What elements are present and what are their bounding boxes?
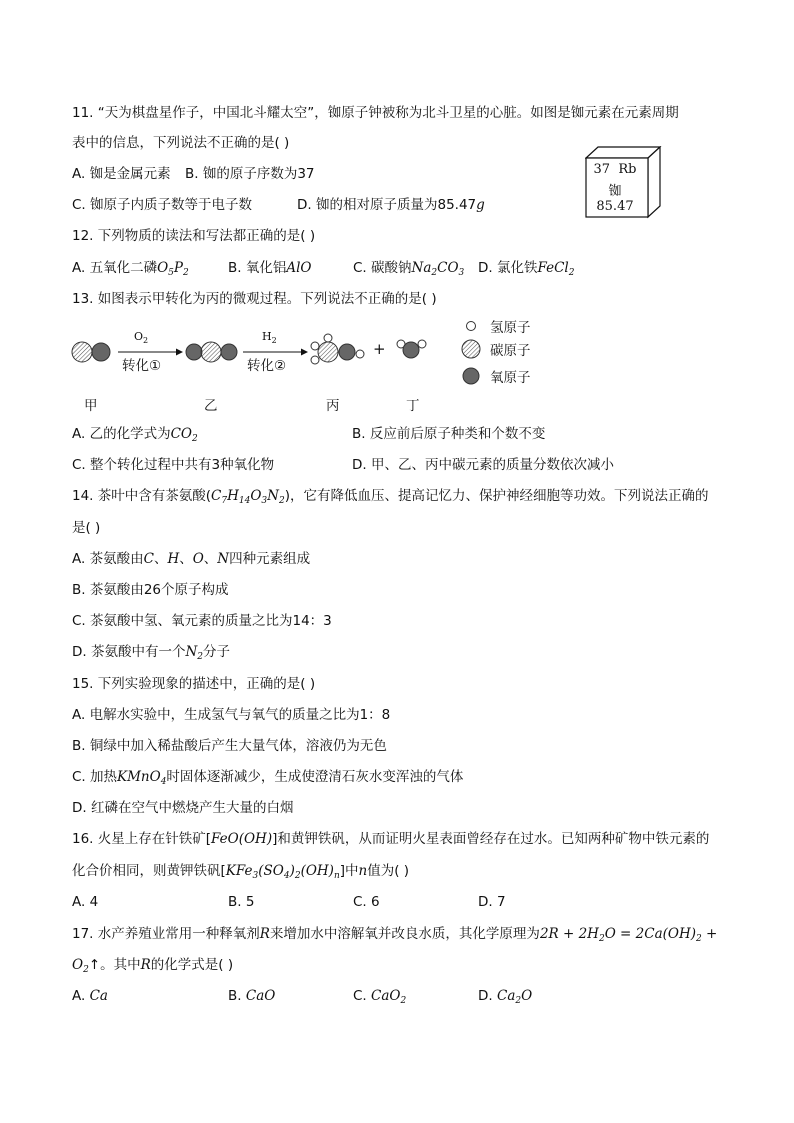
element-card-header bbox=[587, 162, 643, 177]
q17-option-b[interactable] bbox=[228, 986, 275, 1006]
q17-option-a[interactable] bbox=[72, 986, 108, 1006]
arrow-2-label: 转化② bbox=[247, 358, 287, 374]
q14-option-d-suffix: 分子 bbox=[203, 644, 231, 660]
q14-option-d-formula: $N_2$ bbox=[185, 644, 204, 662]
q12-option-b[interactable] bbox=[228, 258, 312, 278]
q14-option-a-text: A. 茶氨酸由 bbox=[72, 551, 144, 567]
q13-stem: 13. 如图表示甲转化为丙的微观过程。下列说法不正确的是( ) bbox=[72, 291, 437, 307]
q17-option-a-text: A. bbox=[72, 988, 86, 1004]
q11-option-a[interactable]: A. 铷是金属元素 bbox=[72, 166, 171, 182]
q14-option-d-text: D. 茶氨酸中有一个 bbox=[72, 644, 186, 660]
q16-formula-goethite: FeO(OH) bbox=[211, 831, 273, 847]
reaction-diagram bbox=[70, 318, 570, 418]
q14-option-a[interactable]: A. 茶氨酸由C、H、O、N四种元素组成 bbox=[72, 551, 311, 567]
arrow-1-label: 转化① bbox=[122, 358, 162, 374]
q14-stem-part-b: )，它有降低血压、提高记忆力、保护神经细胞等功效。下列说法正确的 bbox=[284, 488, 709, 504]
arrow-1-reagent: $O_2$ bbox=[134, 330, 149, 345]
q15-option-a[interactable]: A. 电解水实验中，生成氢气与氧气的质量之比为1：8 bbox=[72, 707, 391, 723]
q12-option-d[interactable] bbox=[478, 258, 574, 283]
q15-option-b[interactable]: B. 铜绿中加入稀盐酸后产生大量气体，溶液仍为无色 bbox=[72, 738, 387, 754]
q16-stem-part-d: ]中 bbox=[339, 863, 359, 879]
q17-stem-line1 bbox=[72, 924, 717, 949]
element-atomic-mass: 85.47 bbox=[596, 199, 634, 214]
q12-option-d-formula-base: FeCl bbox=[537, 260, 569, 276]
legend bbox=[462, 322, 480, 385]
q12-option-a-text: A. 五氧化二磷 bbox=[72, 260, 158, 276]
q17-stem-part-d: 的化学式是( ) bbox=[150, 957, 234, 973]
q14-stem-part-a: 14. 茶叶中含有茶氨酸( bbox=[72, 488, 212, 504]
q16-stem-part-e: 值为( ) bbox=[367, 863, 410, 879]
q11-stem-line2: 表中的信息，下列说法不正确的是( ) bbox=[72, 135, 290, 151]
legend-oxygen-label: 氧原子 bbox=[490, 370, 531, 386]
legend-oxygen-icon bbox=[463, 368, 479, 384]
molecule-yi bbox=[186, 342, 237, 362]
q16-stem-part-b: ]和黄钾铁矾，从而证明火星表面曾经存在过水。已知两种矿物中铁元素的 bbox=[272, 831, 710, 847]
q13-option-a-text: A. 乙的化学式为 bbox=[72, 426, 171, 442]
q17-stem-part-a: 17. 水产养殖业常用一种释氧剂 bbox=[72, 926, 260, 942]
label-bing: 丙 bbox=[326, 398, 340, 414]
q15-option-c-text: C. 加热 bbox=[72, 769, 118, 785]
q14-stem-line2: 是( ) bbox=[72, 520, 101, 536]
q16-stem-part-a: 16. 火星上存在针铁矿[ bbox=[72, 831, 212, 847]
legend-carbon-icon bbox=[462, 340, 480, 358]
q15-option-c-formula: KMnO$_4$ bbox=[117, 769, 167, 787]
label-yi: 乙 bbox=[204, 398, 218, 414]
q16-option-d[interactable]: D. 7 bbox=[478, 894, 506, 910]
q12-option-a-formula: $O_5P_2$ bbox=[157, 260, 189, 278]
q15-option-c-suffix: 时固体逐渐减少，生成使澄清石灰水变浑浊的气体 bbox=[166, 769, 464, 785]
q13-option-b[interactable]: B. 反应前后原子种类和个数不变 bbox=[352, 426, 546, 442]
q17-option-b-text: B. bbox=[228, 988, 242, 1004]
q12-option-a[interactable] bbox=[72, 258, 189, 283]
q12-option-c[interactable] bbox=[353, 258, 464, 283]
q17-option-c-text: C. bbox=[353, 988, 367, 1004]
q12-stem: 12. 下列物质的读法和写法都正确的是( ) bbox=[72, 228, 316, 244]
arrow-2-reagent-symbol: H bbox=[262, 330, 272, 343]
q12-option-b-text: B. 氧化铝 bbox=[228, 260, 287, 276]
q13-option-a-formula: $CO_2$ bbox=[170, 426, 198, 444]
q14-formula: $C_7H_{14}O_3N_2$ bbox=[211, 488, 285, 506]
q17-variable-r: R bbox=[259, 926, 270, 942]
q13-option-a[interactable] bbox=[72, 424, 198, 449]
q14-option-d[interactable] bbox=[72, 642, 230, 667]
q17-equation-left: $2R + 2H_2O = 2Ca(OH)_2$ + bbox=[539, 926, 718, 944]
q16-formula-jarosite: $KFe_3(SO_4)_2(OH)_n$ bbox=[225, 863, 340, 881]
molecule-bing bbox=[311, 334, 364, 364]
q17-variable-r-2: R bbox=[140, 957, 151, 973]
q15-stem: 15. 下列实验现象的描述中，正确的是( ) bbox=[72, 676, 316, 692]
q12-option-c-formula: $Na_2CO_3$ bbox=[411, 260, 465, 278]
q11-stem-line1: 11. “天为棋盘星作子，中国北斗耀太空”，铷原子钟被称为北斗卫星的心脏。如图是铷元素在元素周期 bbox=[72, 105, 679, 121]
q17-option-a-formula: Ca bbox=[89, 988, 108, 1004]
q13-option-d[interactable]: D. 甲、乙、丙中碳元素的质量分数依次减小 bbox=[352, 457, 614, 473]
q11-option-d-text: D. 铷的相对原子质量为85.47 bbox=[297, 197, 477, 213]
molecule-jia bbox=[72, 342, 110, 362]
plus-sign: + bbox=[373, 340, 386, 358]
q12-option-b-formula: AlO bbox=[286, 260, 312, 276]
q16-option-b[interactable]: B. 5 bbox=[228, 894, 255, 910]
arrow-2-reagent: $H_2$ bbox=[262, 330, 277, 345]
legend-hydrogen-label: 氢原子 bbox=[490, 320, 531, 336]
q17-stem-line2: $O_2↑$。其中R的化学式是( ) bbox=[72, 957, 234, 975]
q16-stem-line2 bbox=[72, 861, 409, 886]
q14-option-c[interactable]: C. 茶氨酸中氢、氧元素的质量之比为14：3 bbox=[72, 613, 332, 629]
q16-option-c[interactable]: C. 6 bbox=[353, 894, 380, 910]
q17-option-d-text: D. bbox=[478, 988, 493, 1004]
q16-stem-line1 bbox=[72, 829, 709, 849]
q11-option-b[interactable]: B. 铷的原子序数为37 bbox=[185, 166, 315, 182]
q12-option-d-text: D. 氯化铁 bbox=[478, 260, 538, 276]
q17-option-d-formula: $Ca_2O$ bbox=[496, 988, 533, 1006]
q14-option-a-suffix: 四种元素组成 bbox=[229, 551, 311, 567]
legend-carbon-label: 碳原子 bbox=[490, 343, 531, 359]
element-symbol: Rb bbox=[618, 162, 637, 177]
q12-option-d-formula: FeCl$_2$ bbox=[537, 260, 575, 278]
arrow-1-reagent-symbol: O bbox=[134, 330, 144, 343]
q16-variable-n: n bbox=[358, 863, 368, 879]
element-card-rubidium bbox=[585, 146, 665, 220]
q17-equation-right: $O_2$ bbox=[72, 957, 89, 975]
q16-option-a[interactable]: A. 4 bbox=[72, 894, 99, 910]
legend-hydrogen-icon bbox=[467, 322, 476, 331]
label-ding: 丁 bbox=[406, 398, 420, 414]
q14-option-b[interactable]: B. 茶氨酸由26个原子构成 bbox=[72, 582, 229, 598]
q14-option-a-elements: C bbox=[143, 551, 154, 567]
q16-stem-part-c: 化合价相同，则黄钾铁矾[ bbox=[72, 863, 226, 879]
element-atomic-number: 37 bbox=[593, 162, 611, 177]
q17-option-d[interactable] bbox=[478, 986, 532, 1011]
q17-option-c[interactable] bbox=[353, 986, 406, 1011]
q13-option-c[interactable]: C. 整个转化过程中共有3种氧化物 bbox=[72, 457, 275, 473]
q15-option-d[interactable]: D. 红磷在空气中燃烧产生大量的白烟 bbox=[72, 800, 294, 816]
q11-option-d-unit: g bbox=[476, 197, 485, 213]
label-jia: 甲 bbox=[84, 398, 98, 414]
q17-option-c-formula: CaO$_2$ bbox=[371, 988, 407, 1006]
q12-option-c-text: C. 碳酸钠 bbox=[353, 260, 412, 276]
q14-stem-line1 bbox=[72, 486, 708, 511]
q17-stem-part-b: 来增加水中溶解氧并改良水质，其化学原理为 bbox=[269, 926, 540, 942]
element-name: 铷 bbox=[608, 184, 622, 199]
q17-stem-part-c: 。其中 bbox=[100, 957, 141, 973]
q17-option-b-formula: CaO bbox=[245, 988, 276, 1004]
q11-option-c[interactable]: C. 铷原子内质子数等于电子数 bbox=[72, 197, 253, 213]
q11-option-d[interactable] bbox=[297, 195, 485, 215]
molecule-ding bbox=[397, 340, 426, 358]
q15-option-c[interactable] bbox=[72, 767, 463, 792]
